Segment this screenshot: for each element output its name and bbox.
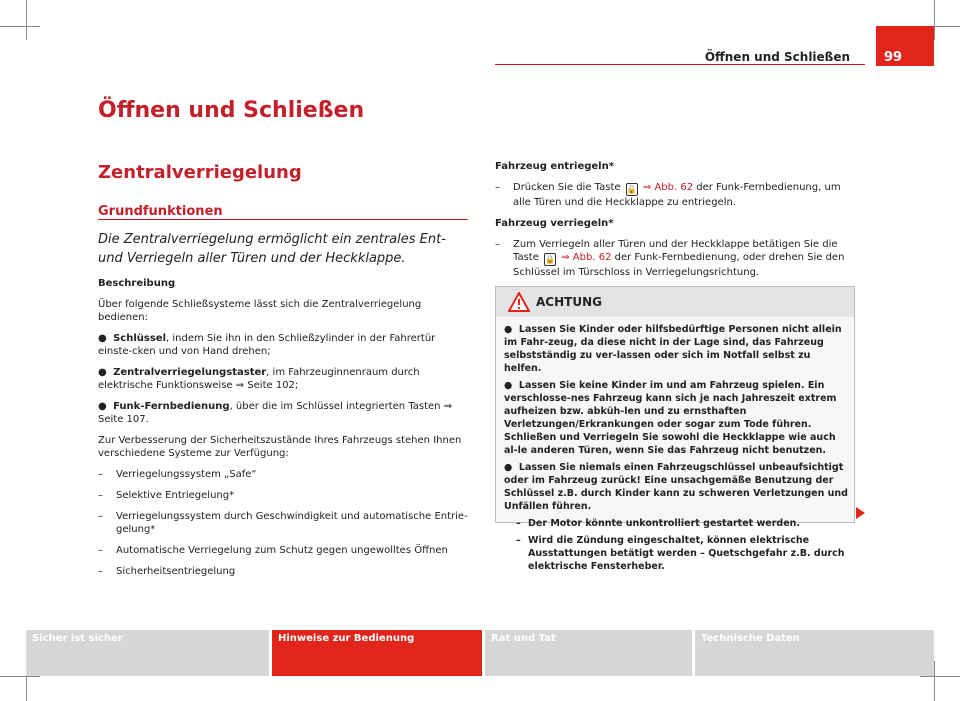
footer-tab-technik[interactable]: [695, 630, 934, 676]
warning-header: [496, 287, 854, 317]
warning-subitem: – Wird die Zündung eingeschaltet, können elektrische Ausstattungen betätigt werden – Quetschgefahr z.B. durch elektrische Fensterheber.: [504, 534, 849, 573]
header-rule: [495, 64, 865, 65]
section-heading: Zentralverriegelung: [98, 162, 302, 183]
unlock-text: der Funk-Fernbedienung, um alle Türen und die Heckklappe zu entriegeln.: [513, 182, 841, 208]
unlock-key-icon: 🔓: [626, 185, 637, 194]
lock-text: Zum Verriegeln aller Türen und der Heckklappe betätigen Sie die Taste: [513, 239, 838, 263]
crop-mark: [26, 0, 27, 40]
warning-subitem: – Der Motor könnte unkontrolliert gestartet werden.: [504, 517, 849, 530]
warning-item: ● Lassen Sie niemals einen Fahrzeugschlüssel unbeaufsichtigt oder im Fahrzeug zurück! Eine unsachgemäße Benutzung der Schlüssel z.B. durch Kinder kann zu schweren Verletzungen und Unfällen führen.: [504, 462, 848, 512]
lock-key-icon: 🔒: [545, 255, 556, 264]
lock-label: Fahrzeug verriegeln*: [495, 218, 614, 229]
bullet-term: Funk-Fernbedienung: [113, 401, 230, 412]
figure-link[interactable]: ⇒ Abb. 62: [561, 252, 612, 263]
subsection-heading: Grundfunktionen: [98, 204, 223, 219]
dash-item: – Automatische Verriegelung zum Schutz gegen ungewolltes Öffnen: [98, 544, 470, 557]
dash-item: – Verriegelungssystem „Safe“: [98, 468, 470, 481]
crop-mark: [0, 26, 40, 27]
running-header-title: Öffnen und Schließen: [704, 50, 850, 64]
bullet-item: ● Funk-Fernbedienung, über die im Schlüssel integrierten Tasten ⇒ Seite 107.: [98, 401, 453, 425]
warning-item-text: Lassen Sie keine Kinder im und am Fahrzeug spielen. Ein verschlosse-nes Fahrzeug kann sich je nach Jahreszeit extrem aufheizen bzw. abküh-len und zu ernsthaften Verletzungen/Erkrankungen oder sogar zum Tode führen. Schließen und Verriegeln Sie sowohl die Heckklappe wie auch al-le anderen Türen, wenn Sie das Fahrzeug nicht benutzen.: [504, 380, 837, 456]
warning-item: ● Lassen Sie Kinder oder hilfsbedürftige Personen nicht allein im Fahr-zeug, da diese nicht in der Lage sind, das Fahrzeug selbstständig zu ver-lassen oder sich im Notfall selbst zu helfen.: [504, 324, 842, 374]
crop-mark: [0, 676, 40, 677]
subsection-rule: [98, 219, 468, 220]
page-title: Öffnen und Schließen: [98, 98, 365, 123]
page-number: 99: [884, 50, 903, 65]
footer-tab-sicher[interactable]: [26, 630, 269, 676]
left-column: [98, 277, 470, 586]
lock-text: der Funk-Fernbedienung, oder drehen Sie den Schlüssel im Türschloss in Verriegelungsrichtung.: [513, 252, 845, 278]
unlock-text: Drücken Sie die Taste: [513, 182, 621, 193]
footer-tab-label: Hinweise zur Bedienung: [278, 633, 415, 644]
paragraph: Zur Verbesserung der Sicherheitszustände Ihres Fahrzeugs stehen Ihnen verschiedene Systeme zur Verfügung:: [98, 435, 462, 459]
bullet-text: , über die im Schlüssel integrierten Tasten ⇒ Seite 107.: [98, 401, 453, 425]
beschreibung-label: Beschreibung: [98, 278, 176, 289]
unlock-label: Fahrzeug entriegeln*: [495, 161, 614, 172]
bullet-text: , im Fahrzeuginnenraum durch elektrische Funktionsweise ⇒ Seite 102;: [98, 367, 420, 391]
warning-item-text: Lassen Sie niemals einen Fahrzeugschlüssel unbeaufsichtigt oder im Fahrzeug zurück! Eine unsachgemäße Benutzung der Schlüssel z.B. durch Kinder kann zu schweren Verletzungen und Unfällen führen.: [504, 462, 848, 512]
crop-mark: [934, 661, 935, 701]
bullet-term: Zentralverriegelungstaster: [113, 367, 267, 378]
crop-mark: [920, 676, 960, 677]
footer-tab-rat[interactable]: [485, 630, 692, 676]
dash-item: – Verriegelungssystem durch Geschwindigkeit und automatische Entrie-gelung*: [98, 510, 470, 536]
footer-tab-label: Sicher ist sicher: [32, 633, 123, 644]
page-number-box: [876, 26, 934, 66]
warning-item: ● Lassen Sie keine Kinder im und am Fahrzeug spielen. Ein verschlosse-nes Fahrzeug kann sich je nach Jahreszeit extrem aufheizen bzw. abküh-len und zu ernsthaften Verletzungen/Erkrankungen oder sogar zum Tode führen. Schließen und Verriegeln Sie sowohl die Heckklappe wie auch al-le anderen Türen, wenn Sie das Fahrzeug nicht benutzen.: [504, 380, 837, 456]
figure-link[interactable]: ⇒ Abb. 62: [642, 182, 694, 193]
crop-mark: [934, 0, 935, 40]
dash-item: – Selektive Entriegelung*: [98, 489, 470, 502]
footer-tab-label: Rat und Tat: [491, 633, 556, 644]
continue-arrow-icon: [856, 507, 865, 519]
paragraph: Über folgende Schließsysteme lässt sich die Zentralverriegelung bedienen:: [98, 299, 422, 323]
bullet-item: ● Schlüssel, indem Sie ihn in den Schließzylinder in der Fahrertür einste-cken und von Hand drehen;: [98, 333, 436, 357]
footer-tab-label: Technische Daten: [701, 633, 800, 644]
warning-title: ACHTUNG: [536, 295, 602, 309]
unlock-step: [495, 181, 855, 209]
bullet-item: ● Zentralverriegelungstaster, im Fahrzeuginnenraum durch elektrische Funktionsweise ⇒ Seite 102;: [98, 367, 420, 391]
bullet-text: , indem Sie ihn in den Schließzylinder in der Fahrertür einste-cken und von Hand drehen;: [98, 333, 436, 357]
warning-body: [504, 323, 849, 577]
footer-tab-bedienung[interactable]: [272, 630, 482, 676]
warning-item-text: Lassen Sie Kinder oder hilfsbedürftige Personen nicht allein im Fahr-zeug, da diese nicht in der Lage sind, das Fahrzeug selbstständig zu ver-lassen oder sich im Notfall selbst zu helfen.: [504, 324, 842, 374]
bullet-term: Schlüssel: [113, 333, 167, 344]
right-column: [495, 160, 855, 287]
dash-item: – Sicherheitsentriegelung: [98, 565, 470, 578]
warning-triangle-icon: [508, 292, 530, 312]
warning-box: [495, 286, 855, 572]
intro-text: Die Zentralverriegelung ermöglicht ein zentrales Ent- und Verriegeln aller Türen und der Heckklappe.: [98, 232, 446, 266]
lock-step: [495, 238, 855, 279]
